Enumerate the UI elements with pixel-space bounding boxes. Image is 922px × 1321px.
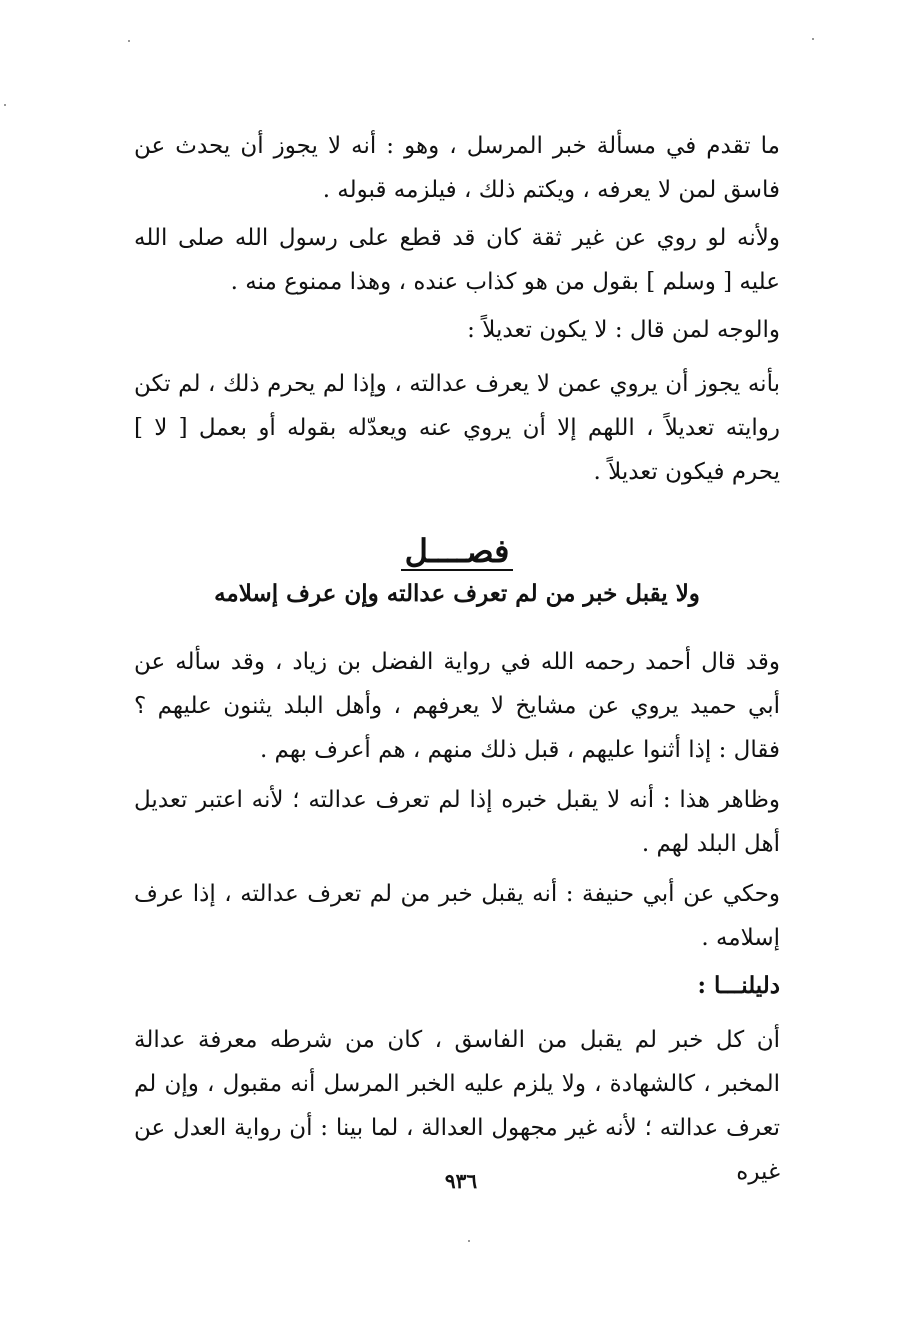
scan-speck [4, 104, 6, 106]
paragraph: بأنه يجوز أن يروي عمن لا يعرف عدالته ، وإذا لم يحرم ذلك ، لم تكن روايته تعديلاً ، اللهم إلا أن يروي عنه ويعدّله بقوله أو بعمل [ لا ] يحرم فيكون تعديلاً . [134, 371, 780, 485]
section-title: ولا يقبل خبر من لم تعرف عدالته وإن عرف إسلامه [214, 580, 700, 607]
paragraph: ولأنه لو روي عن غير ثقة كان قد قطع على رسول الله صلى الله عليه [ وسلم ] بقول من هو كذاب عنده ، وهذا ممنوع منه . [134, 225, 780, 295]
paragraph: وقد قال أحمد رحمه الله في رواية الفضل بن زياد ، وقد سأله عن أبي حميد يروي عن مشايخ لا يعرفهم ، وأهل البلد يثنون عليهم ؟ فقال : إذا أثنوا عليهم ، قبل ذلك منهم ، هم أعرف بهم . [134, 649, 780, 763]
daleel-heading: دليلنـــا : [697, 972, 780, 999]
paragraph: ما تقدم في مسألة خبر المرسل ، وهو : أنه لا يجوز أن يحدث عن فاسق لمن لا يعرفه ، ويكتم ذلك ، فيلزمه قبوله . [134, 133, 780, 203]
page-number: ٩٣٦ [444, 1169, 478, 1193]
scan-speck [128, 40, 130, 42]
paragraph: وظاهر هذا : أنه لا يقبل خبره إذا لم تعرف عدالته ؛ لأنه اعتبر تعديل أهل البلد لهم . [134, 787, 780, 857]
fasl-heading-text: فصــــل [401, 533, 514, 571]
paragraph: والوجه لمن قال : لا يكون تعديلاً : [467, 317, 780, 343]
fasl-heading [134, 526, 780, 576]
paragraph: أن كل خبر لم يقبل من الفاسق ، كان من شرطه معرفة عدالة المخبر ، كالشهادة ، ولا يلزم عليه الخبر المرسل أنه مقبول ، وإن لم تعرف عدالته ؛ لأنه غير مجهول العدالة ، لما بينا : أن رواية العدل عن غيره [134, 1027, 780, 1185]
scan-speck [812, 38, 814, 40]
text-block-upper [134, 124, 780, 494]
scan-speck [468, 1240, 470, 1242]
paragraph: وحكي عن أبي حنيفة : أنه يقبل خبر من لم تعرف عدالته ، إذا عرف إسلامه . [134, 881, 780, 951]
text-block-middle [134, 640, 780, 960]
